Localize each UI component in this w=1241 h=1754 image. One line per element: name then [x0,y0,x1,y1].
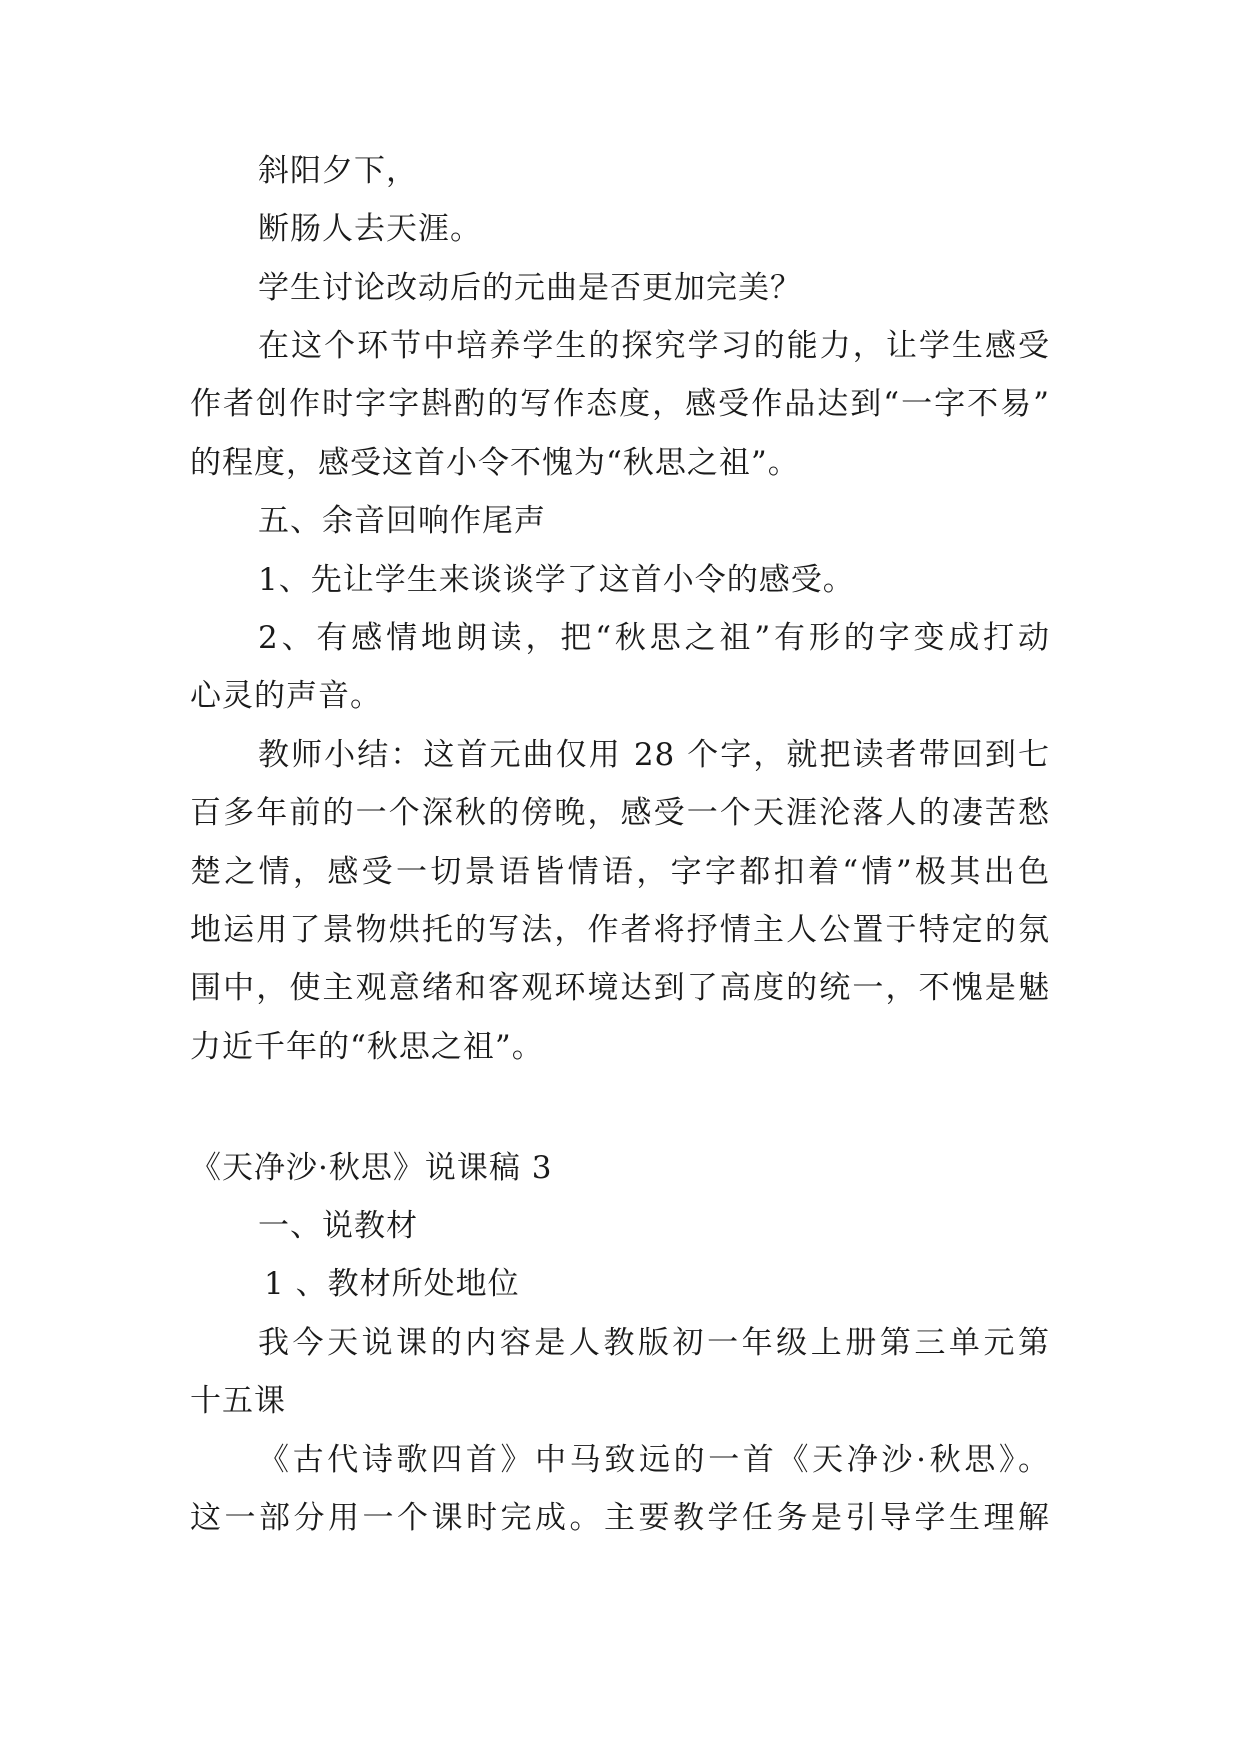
paragraph-text: 作者创作时字字斟酌的写作态度，感受作品达到“一字不易” [190,386,1050,422]
paragraph-text: 的程度，感受这首小令不愧为“秋思之祖”。 [190,445,800,481]
poem-line: 斜阳夕下， [258,153,418,189]
paragraph-text: 十五课 [190,1383,286,1419]
paragraph-text: 学生讨论改动后的元曲是否更加完美？ [258,270,802,306]
paragraph-text: 楚之情，感受一切景语皆情语，字字都扣着“情”极其出色 [190,854,1050,890]
section-heading: 一、说教材 [258,1208,418,1244]
list-item: 心灵的声音。 [190,678,382,714]
paragraph-text: 我今天说课的内容是人教版初一年级上册第三单元第 [258,1325,1050,1361]
subsection-heading: 1 、教材所处地位 [264,1266,520,1302]
paragraph-text: 教师小结：这首元曲仅用 28 个字，就把读者带回到七 [258,737,1050,773]
paragraph-text: 这一部分用一个课时完成。主要教学任务是引导学生理解 [190,1500,1050,1536]
paragraph-text: 力近千年的“秋思之祖”。 [190,1029,544,1065]
list-item: 2、有感情地朗读，把“秋思之祖”有形的字变成打动 [258,620,1050,656]
document-title: 《天净沙·秋思》说课稿 3 [190,1150,553,1186]
poem-line: 断肠人去天涯。 [258,211,482,247]
section-heading: 五、余音回响作尾声 [258,503,546,539]
paragraph-text: 百多年前的一个深秋的傍晚，感受一个天涯沦落人的凄苦愁 [190,795,1050,831]
paragraph-text: 在这个环节中培养学生的探究学习的能力，让学生感受 [258,328,1050,364]
paragraph-text: 《古代诗歌四首》中马致远的一首《天净沙·秋思》。 [258,1442,1050,1478]
paragraph-text: 地运用了景物烘托的写法，作者将抒情主人公置于特定的氛 [190,912,1050,948]
paragraph-text: 围中，使主观意绪和客观环境达到了高度的统一，不愧是魅 [190,970,1050,1006]
list-item: 1、先让学生来谈谈学了这首小令的感受。 [258,562,855,598]
